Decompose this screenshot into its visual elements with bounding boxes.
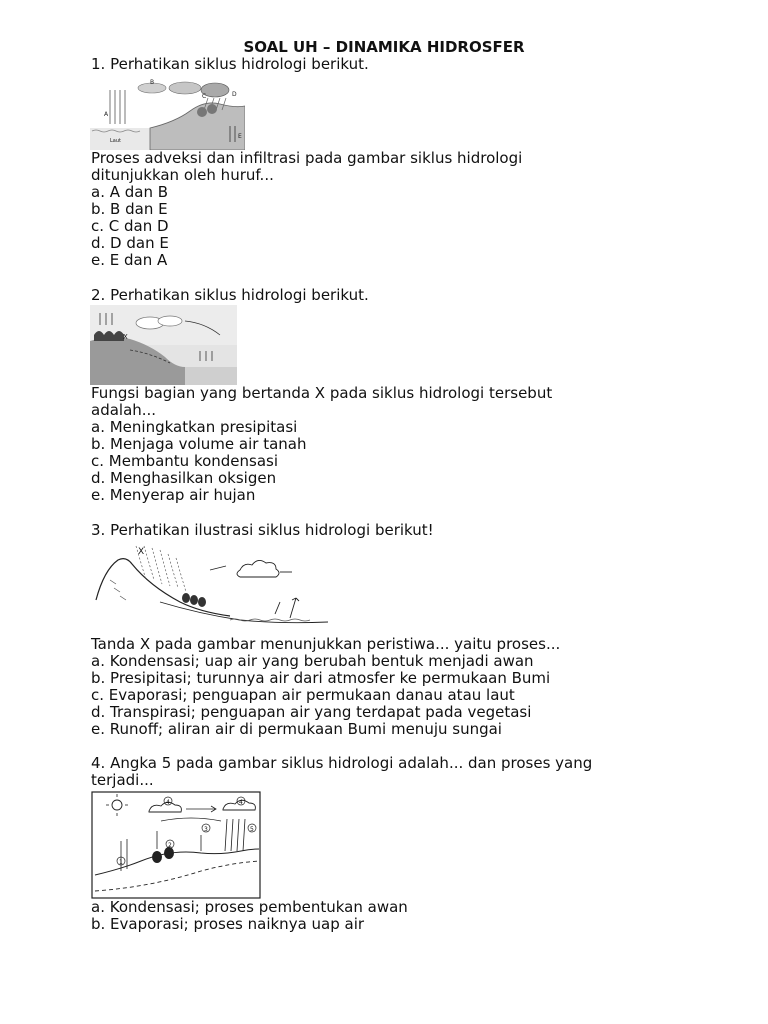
- figure-label: C: [202, 93, 207, 100]
- question-2-option-a: a. Meningkatkan presipitasi: [91, 418, 298, 436]
- question-1-figure: [90, 76, 245, 150]
- question-2-option-b: b. Menjaga volume air tanah: [91, 435, 307, 453]
- figure-label: X: [123, 333, 128, 341]
- figure-label: 5: [250, 826, 254, 833]
- question-2-option-c: c. Membantu kondensasi: [91, 452, 279, 470]
- question-2-stem-line-1: Fungsi bagian yang bertanda X pada siklus hidrologi tersebut: [91, 384, 553, 402]
- question-2-figure: [90, 305, 237, 385]
- question-1-option-b: b. B dan E: [91, 200, 168, 218]
- question-3-option-b: b. Presipitasi; turunnya air dari atmosfer ke permukaan Bumi: [91, 669, 551, 687]
- page-title: SOAL UH – DINAMIKA HIDROSFER: [243, 38, 525, 56]
- question-4-option-a: a. Kondensasi; proses pembentukan awan: [91, 898, 408, 916]
- question-4-option-b: b. Evaporasi; proses naiknya uap air: [91, 915, 365, 933]
- figure-label: 4: [239, 799, 243, 806]
- question-3-stem: Tanda X pada gambar menunjukkan peristiwa... yaitu proses...: [91, 635, 561, 653]
- question-3-intro: 3. Perhatikan ilustrasi siklus hidrologi berikut!: [91, 521, 434, 539]
- figure-label: Laut: [110, 138, 121, 144]
- figure-label: 2: [168, 842, 172, 849]
- question-3-option-d: d. Transpirasi; penguapan air yang terdapat pada vegetasi: [91, 703, 532, 721]
- figure-label: D: [232, 91, 237, 98]
- question-1-option-a: a. A dan B: [91, 183, 169, 201]
- figure-label: E: [238, 133, 242, 140]
- question-1-option-d: d. D dan E: [91, 234, 169, 252]
- question-4-intro-line-2: terjadi...: [91, 771, 154, 789]
- question-2-option-e: e. Menyerap air hujan: [91, 486, 256, 504]
- question-3-figure: [90, 540, 330, 632]
- question-3-option-a: a. Kondensasi; uap air yang berubah bentuk menjadi awan: [91, 652, 534, 670]
- question-1-stem-line-2: ditunjukkan oleh huruf...: [91, 166, 274, 184]
- figure-label: 1: [119, 859, 123, 866]
- question-3-option-e: e. Runoff; aliran air di permukaan Bumi menuju sungai: [91, 720, 502, 738]
- question-4-intro-line-1: 4. Angka 5 pada gambar siklus hidrologi adalah... dan proses yang: [91, 754, 593, 772]
- question-2-option-d: d. Menghasilkan oksigen: [91, 469, 277, 487]
- figure-label: B: [150, 79, 155, 86]
- question-3-option-c: c. Evaporasi; penguapan air permukaan danau atau laut: [91, 686, 515, 704]
- question-4-figure: [91, 791, 261, 899]
- question-1-intro: 1. Perhatikan siklus hidrologi berikut.: [91, 55, 369, 73]
- figure-label: X: [138, 547, 145, 557]
- question-1-stem-line-1: Proses adveksi dan infiltrasi pada gambar siklus hidrologi: [91, 149, 523, 167]
- figure-label: A: [104, 111, 109, 118]
- figure-label: 4: [166, 799, 170, 806]
- question-1-option-e: e. E dan A: [91, 251, 168, 269]
- question-2-stem-line-2: adalah...: [91, 401, 157, 419]
- figure-label: 3: [204, 826, 208, 833]
- question-2-intro: 2. Perhatikan siklus hidrologi berikut.: [91, 286, 369, 304]
- question-1-option-c: c. C dan D: [91, 217, 169, 235]
